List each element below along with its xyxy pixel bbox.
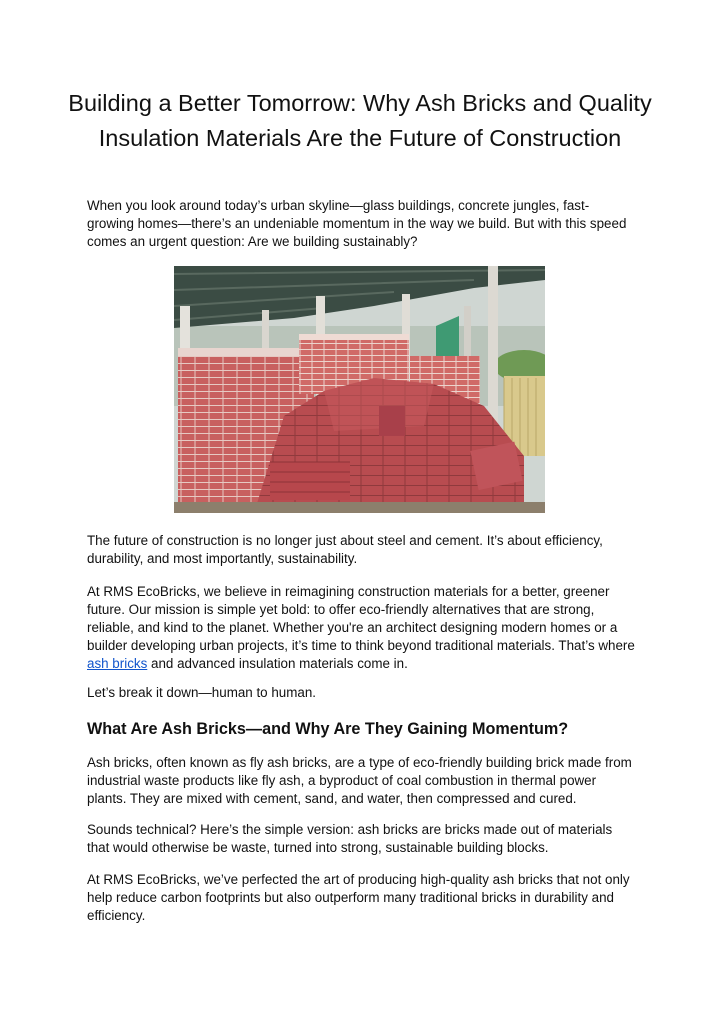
perfected-paragraph: At RMS EcoBricks, we’ve perfected the art of producing high-quality ash bricks that not only help reduce carbon footprints but also outperform many traditional bricks in durability and efficiency. xyxy=(87,872,630,923)
ash-bricks-link[interactable]: ash bricks xyxy=(87,656,148,671)
ash-definition-paragraph: Ash bricks, often known as fly ash bricks, are a type of eco-friendly building brick made from industrial waste products like fly ash, a byproduct of coal combustion in thermal power plants. They are mixed with cement, sand, and water, then compressed and cured. xyxy=(87,755,632,806)
ash-bricks-heading: What Are Ash Bricks—and Why Are They Gaining Momentum? xyxy=(87,720,569,738)
brick-stacks-photo xyxy=(174,266,545,513)
breakdown-paragraph: Let’s break it down—human to human. xyxy=(87,685,317,700)
mission-text-after-link: and advanced insulation materials come in. xyxy=(147,656,408,671)
document-title: Building a Better Tomorrow: Why Ash Bricks and Quality Insulation Materials Are the Future of Construction xyxy=(68,90,652,151)
mission-text-before-link: At RMS EcoBricks, we believe in reimagining construction materials for a better, greener future. Our mission is simple yet bold: to offer eco-friendly alternatives that are strong, reliable, and kind to the planet. Whether you're an architect designing modern homes or a builder developing urban projects, it’s time to think beyond traditional materials. That’s where xyxy=(87,584,635,653)
mission-paragraph xyxy=(87,583,635,673)
simple-version-paragraph: Sounds technical? Here’s the simple version: ash bricks are bricks made out of materials that would otherwise be waste, turned into strong, sustainable building blocks. xyxy=(87,822,613,855)
future-paragraph: The future of construction is no longer just about steel and cement. It’s about efficiency, durability, and most importantly, sustainability. xyxy=(87,533,603,566)
intro-paragraph: When you look around today’s urban skyline—glass buildings, concrete jungles, fast-growing homes—there’s an undeniable momentum in the way we build. But with this speed comes an urgent question: Are we building sustainably? xyxy=(87,198,627,249)
